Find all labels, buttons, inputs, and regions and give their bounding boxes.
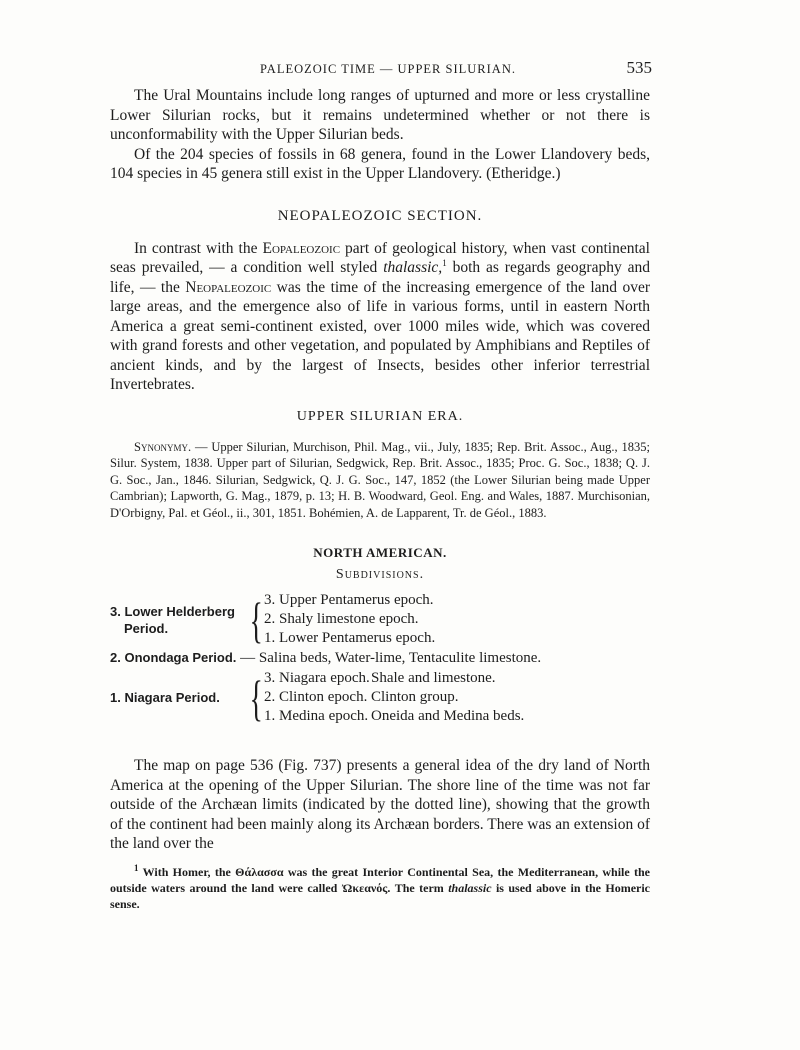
- epoch-item: 2. Shaly limestone epoch.: [264, 611, 419, 627]
- running-head-title: PALEOZOIC TIME — UPPER SILURIAN.: [260, 62, 516, 76]
- paragraph-ural: The Ural Mountains include long ranges of upturned and more or less crystalline Lower Silurian rocks, but it remains undetermined whether or not there is unconformability with the Upper Silurian beds.: [110, 87, 650, 143]
- north-american-title: NORTH AMERICAN.: [313, 545, 447, 560]
- footnote: $^1$ With Homer, the Θάλασσα was the great Interior Continental Sea, the Mediterranean, while the outside waters around the land were called Ὠκεανός. The term thalassic is used above in the Homeric sense.: [110, 862, 651, 911]
- section-title: NEOPALEOZOIC SECTION.: [277, 207, 483, 224]
- epoch-item: 2. Clinton epoch. Clinton group.: [264, 689, 459, 705]
- brace-icon: {: [249, 591, 263, 648]
- paragraph-neopaleozoic: In contrast with the Eopaleozoic part of geological history, when vast continental seas prevailed, — a condition well styled thalassic,$^1$ both as regards geography and life, — the Neopaleozoic was the time of the increasing emergence of the land over large areas, and the emergence also of life in various forms, until in eastern North America a great semi-continent existed, over 1000 miles wide, which was covered with grand forests and other vegetation, and populated by Amphibians and Reptiles of ancient kinds, and by the largest of Insects, besides other inferior terrestrial Invertebrates.: [110, 239, 651, 393]
- synonymy-text: — Upper Silurian, Murchison, Phil. Mag., vii., July, 1835; Rep. Brit. Assoc., Aug., 1835; Silur. System, 1838. Upper part of Silurian, Sedgwick, Rep. Brit. Assoc., 1835; Proc. G. Soc., 1838; Q. J. G. Soc., Jan., 1846. Silurian, Sedgwick, Q. J. G. Soc., 147, 1852 (the Lower Silurian being made Upper Cambrian); Lapworth, G. Mag., 1879, p. 13; H. B. Woodward, Geol. Eng. and Wales, 1887. Murchisonian, D'Orbigny, Pal. et Géol., ii., 301, 1851. Bohémien, A. de Lapparent, Tr. de Géol., 1883.: [110, 439, 650, 520]
- period-lower-helderberg: [110, 591, 650, 648]
- period-label: 2. Onondaga Period.: [110, 650, 237, 665]
- epoch-item: 3. Niagara epoch. Shale and limestone.: [264, 670, 496, 686]
- page: [110, 58, 650, 912]
- epoch-item: 3. Upper Pentamerus epoch.: [264, 592, 434, 608]
- footnote-ref: 1: [442, 257, 447, 268]
- footnote-number: 1: [134, 862, 139, 873]
- era-title: UPPER SILURIAN ERA.: [296, 408, 464, 424]
- period-onondaga: [110, 649, 650, 668]
- period-label: 3. Lower Helderberg: [110, 603, 235, 619]
- period-label-cont: Period.: [124, 620, 169, 636]
- period-label: 1. Niagara Period.: [110, 690, 220, 705]
- epoch-item: 1. Lower Pentamerus epoch.: [264, 630, 436, 646]
- subdivisions-heading: Subdivisions.: [335, 567, 425, 582]
- synonymy: [110, 439, 650, 522]
- page-number: 535: [626, 58, 652, 77]
- running-head: [110, 58, 650, 80]
- subdivisions-table: [110, 591, 650, 726]
- brace-icon: {: [249, 669, 263, 726]
- period-niagara: [110, 669, 650, 726]
- paragraph-llandovery: Of the 204 species of fossils in 68 genera, found in the Lower Llandovery beds, 104 species in 45 genera still exist in the Upper Llandovery. (Etheridge.): [110, 145, 650, 182]
- paragraph-map: The map on page 536 (Fig. 737) presents a general idea of the dry land of North America at the opening of the Upper Silurian. The shore line of the time was not far outside of the Archæan limits (indicated by the dotted line), showing that the growth of the continent had been mainly along its Archæan borders. There was an extension of the land over the: [110, 757, 650, 852]
- period-text: — Salina beds, Water-lime, Tentaculite limestone.: [236, 650, 542, 666]
- synonymy-label: Synonymy.: [134, 439, 192, 454]
- epoch-item: 1. Medina epoch. Oneida and Medina beds.: [264, 708, 525, 724]
